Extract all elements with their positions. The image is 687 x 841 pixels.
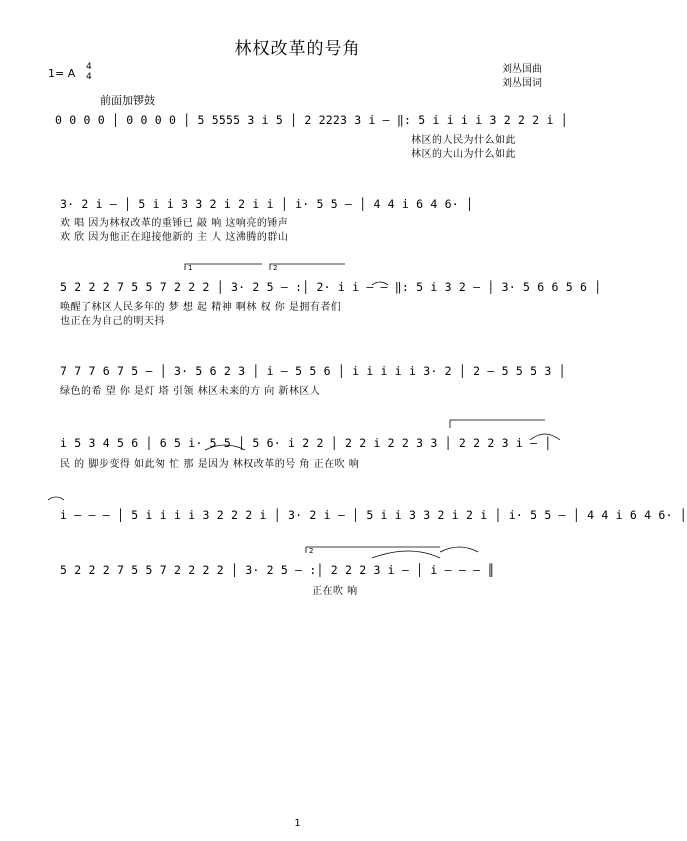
lyrics-row-3-verse-2: 也正在为自己的明天抖 xyxy=(60,316,165,327)
notation-row-3: 5 2 2 2 7 5 5 7 2 2 2 │ 3· 2 5 – :│ 2· i i – – ‖: 5 i 3 2 – │ 3· 5 6 6 5 6 │ xyxy=(60,280,602,294)
notation-row-1: 0 0 0 0 │ 0 0 0 0 │ 5 5555 3 i 5 │ 2 2223 3 i – ‖: 5 i i i i 3 2 2 2 i │ xyxy=(55,113,568,127)
lyrics-row-5: 民 的 脚步变得 如此匆 忙 那 是因为 林权改革的号 角 正在吹 响 xyxy=(60,459,360,470)
time-signature-top: 4 xyxy=(86,62,92,72)
volta-second-label: 2 xyxy=(273,264,278,272)
notation-row-7: 5 2 2 2 7 5 5 7 2 2 2 2 │ 3· 2 5 – :│ 2 2 2 3 i – │ i – – – ║ xyxy=(60,563,495,577)
lyrics-row-7: 正在吹 响 xyxy=(312,586,358,597)
composer-credit: 刘丛国曲 xyxy=(502,64,542,75)
time-signature xyxy=(86,62,92,82)
volta-second-label-final: 2 xyxy=(309,547,314,555)
time-signature-bottom: 4 xyxy=(86,72,92,82)
lyrics-row-2-verse-1: 欢 唱 因为林权改革的重锤已 敲 响 这响亮的锤声 xyxy=(60,218,289,229)
lyrics-row-3-verse-1: 唤醒了林区人民多年的 梦 想 起 精神 啊林 权 你 是拥有者们 xyxy=(60,302,342,313)
song-title: 林权改革的号角 xyxy=(234,39,361,59)
volta-first-label: 1 xyxy=(188,264,193,272)
page-number: 1 xyxy=(294,818,301,829)
lyrics-row-2-verse-2: 欢 欣 因为他正在迎接他新的 主 人 这沸腾的群山 xyxy=(60,232,289,243)
lyrics-row-1-verse-2: 林区的大山为什么如此 xyxy=(411,149,516,160)
notation-row-5: i 5 3 4 5 6 │ 6 5 i· 5 5 │ 5 6· i 2 2 │ 2 2 i 2 2 3 3 │ 2 2 2 3 i – │ xyxy=(60,436,552,450)
notation-row-6: i – – – │ 5 i i i i 3 2 2 2 i │ 3· 2 i – │ 5 i i 3 3 2 i 2 i │ i· 5 5 – │ 4 4 i 6 4 6· │ xyxy=(60,508,687,522)
lyricist-credit: 刘丛国词 xyxy=(502,78,542,89)
notation-row-4: 7 7 7 6 7 5 – │ 3· 5 6 2 3 │ i – 5 5 6 │ i i i i i 3· 2 │ 2 – 5 5 5 3 │ xyxy=(60,364,566,378)
lyrics-row-1-verse-1: 林区的人民为什么如此 xyxy=(411,135,516,146)
lyrics-row-4: 绿色的希 望 你 是灯 塔 引领 林区未来的方 向 新林区人 xyxy=(60,386,321,397)
notation-row-2: 3· 2 i – │ 5 i i 3 3 2 i 2 i i │ i· 5 5 – │ 4 4 i 6 4 6· │ xyxy=(60,197,474,211)
key-signature: 1= A xyxy=(48,67,76,80)
intro-instruction: 前面加锣鼓 xyxy=(100,94,155,107)
